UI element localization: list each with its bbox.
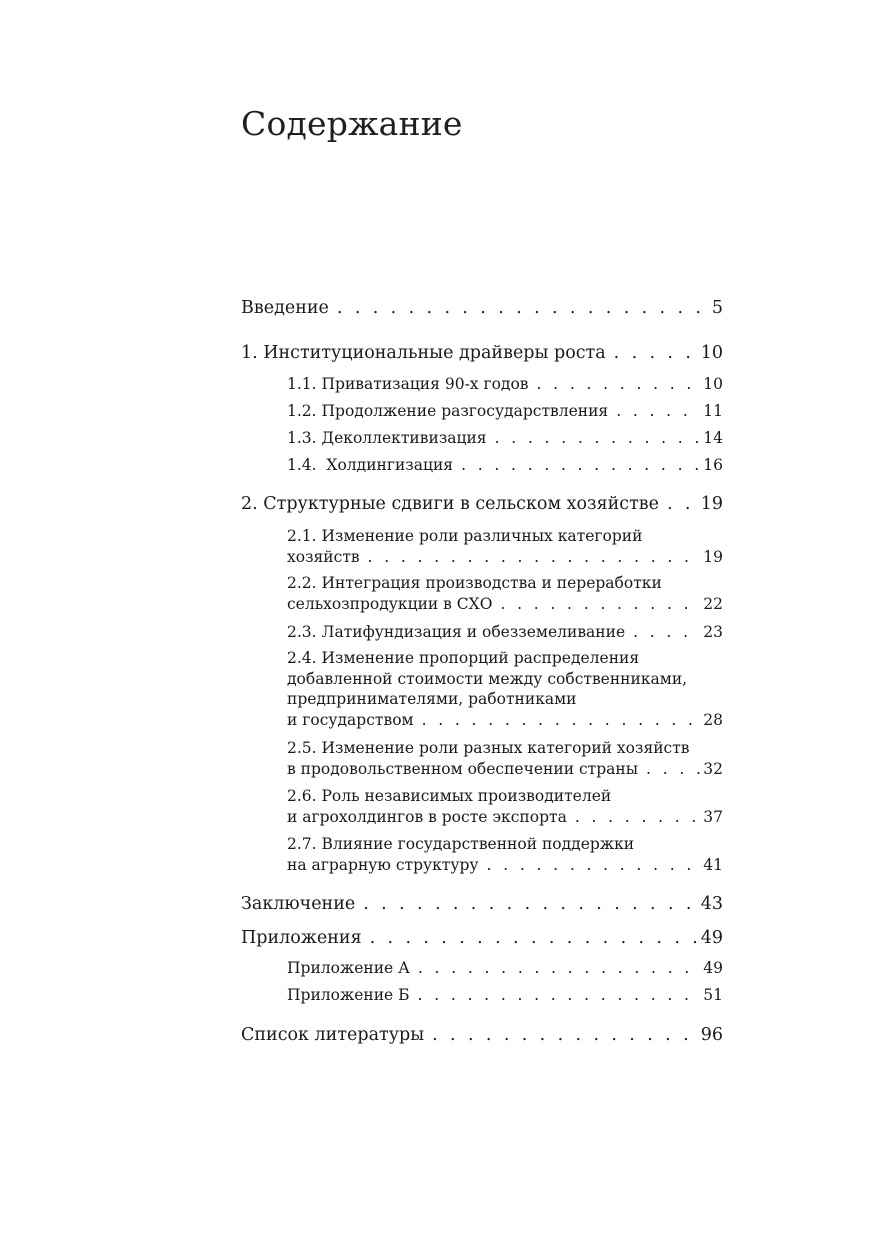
toc-entry-section-2-7[interactable] [287,834,723,875]
toc-leader [575,807,701,828]
toc-label-line: 2.6. Роль независимых производителей [287,787,612,805]
toc-page-number: 32 [703,759,723,778]
toc-entry-chapter-1[interactable] [241,342,723,364]
toc-label-line: добавленной стоимости между собственниками, [287,669,688,688]
toc-entry-appendices[interactable] [241,927,723,949]
toc-label: Заключение [241,894,356,914]
toc-entry-section-2-6[interactable] [287,786,723,827]
toc-entry-section-2-1[interactable] [287,526,723,567]
toc-label: 1.2. Продолжение разгосударствления [287,402,609,420]
toc-entry-conclusion[interactable] [241,893,723,915]
toc-entry-section-2-5[interactable] [287,738,723,779]
toc-page-number: 43 [700,894,723,914]
toc-leader [537,374,702,395]
toc-leader [487,855,702,876]
toc-leader [616,401,701,422]
toc-label-line: 2.2. Интеграция производства и переработки [287,574,662,592]
toc-leader [422,710,702,731]
toc-label-line: 2.7. Влияние государственной поддержки [287,835,635,853]
toc-page-number: 10 [703,375,723,393]
toc-label: и агрохолдингов в росте экспорта [287,807,567,826]
toc-label: 2. Структурные сдвиги в сельском хозяйстве [241,494,659,514]
toc-label: Приложения [241,928,362,948]
toc-page-number: 14 [703,429,723,447]
toc-leader [418,958,701,979]
toc-label: Введение [241,298,329,318]
toc-leader [633,622,701,643]
toc-label: 2.3. Латифундизация и обезземеливание [287,623,626,641]
toc-entry-section-1-1[interactable] [287,374,723,395]
toc-label: 1. Институциональные драйверы роста [241,343,606,363]
toc-entry-section-1-2[interactable] [287,401,723,422]
toc-leader [646,759,701,780]
toc-entry-section-2-3[interactable] [287,622,723,643]
toc-leader [500,594,701,615]
toc-page-number: 19 [703,547,723,566]
toc-entry-section-2-4[interactable] [287,648,723,730]
toc-label: 1.1. Приватизация 90-х годов [287,375,529,393]
toc-page-number: 11 [703,402,723,420]
toc-page-number: 22 [703,594,723,613]
toc-entry-chapter-2[interactable] [241,493,723,515]
toc-leader [614,342,699,364]
toc-label: сельхозпродукции в СХО [287,594,493,613]
toc-leader [495,428,702,449]
toc-label: в продовольственном обеспечении страны [287,759,639,778]
toc-label: 1.3. Деколлективизация [287,429,487,447]
toc-leader [461,455,701,476]
toc-page-number: 37 [703,807,723,826]
toc-entry-section-1-3[interactable] [287,428,723,449]
toc-page-number: 16 [703,456,723,474]
toc-page-number: 49 [700,928,723,948]
toc-label: Список литературы [241,1025,425,1045]
toc-entry-references[interactable] [241,1024,723,1046]
toc-label: Приложение Б [287,986,410,1004]
toc-leader [667,493,699,515]
toc-page-number: 28 [703,710,723,729]
toc-page-number: 10 [700,343,723,363]
toc-label-line: 2.1. Изменение роли различных категорий [287,527,643,545]
toc-leader [368,547,702,568]
toc-entry-section-2-2[interactable] [287,573,723,614]
toc-label: на аграрную структуру [287,855,479,874]
toc-page-number: 96 [700,1025,723,1045]
toc-leader [432,1024,699,1046]
toc-entry-introduction[interactable] [241,297,723,319]
toc-label: и государством [287,710,414,729]
toc-page-number: 51 [703,986,723,1004]
page-title: Содержание [241,104,463,143]
toc-leader [337,297,707,319]
toc-page-number: 23 [703,623,723,641]
toc-label: 1.4. Холдингизация [287,456,454,474]
toc-label: Приложение А [287,959,410,977]
toc-entry-appendix-b[interactable] [287,985,723,1006]
toc-label: хозяйств [287,547,360,566]
toc-page-number: 19 [700,494,723,514]
toc-page-number: 5 [711,298,723,318]
toc-leader [418,985,702,1006]
toc-entry-appendix-a[interactable] [287,958,723,979]
toc-label-line: предпринимателями, работниками [287,690,577,708]
toc-page-number: 41 [703,855,723,874]
toc-label-line: 2.4. Изменение пропорций распределения [287,649,640,667]
toc-page-number: 49 [703,959,723,977]
toc-label-line: 2.5. Изменение роли разных категорий хозяйств [287,739,690,757]
toc-entry-section-1-4[interactable] [287,455,723,476]
toc-leader [363,893,698,915]
toc-leader [370,927,699,949]
